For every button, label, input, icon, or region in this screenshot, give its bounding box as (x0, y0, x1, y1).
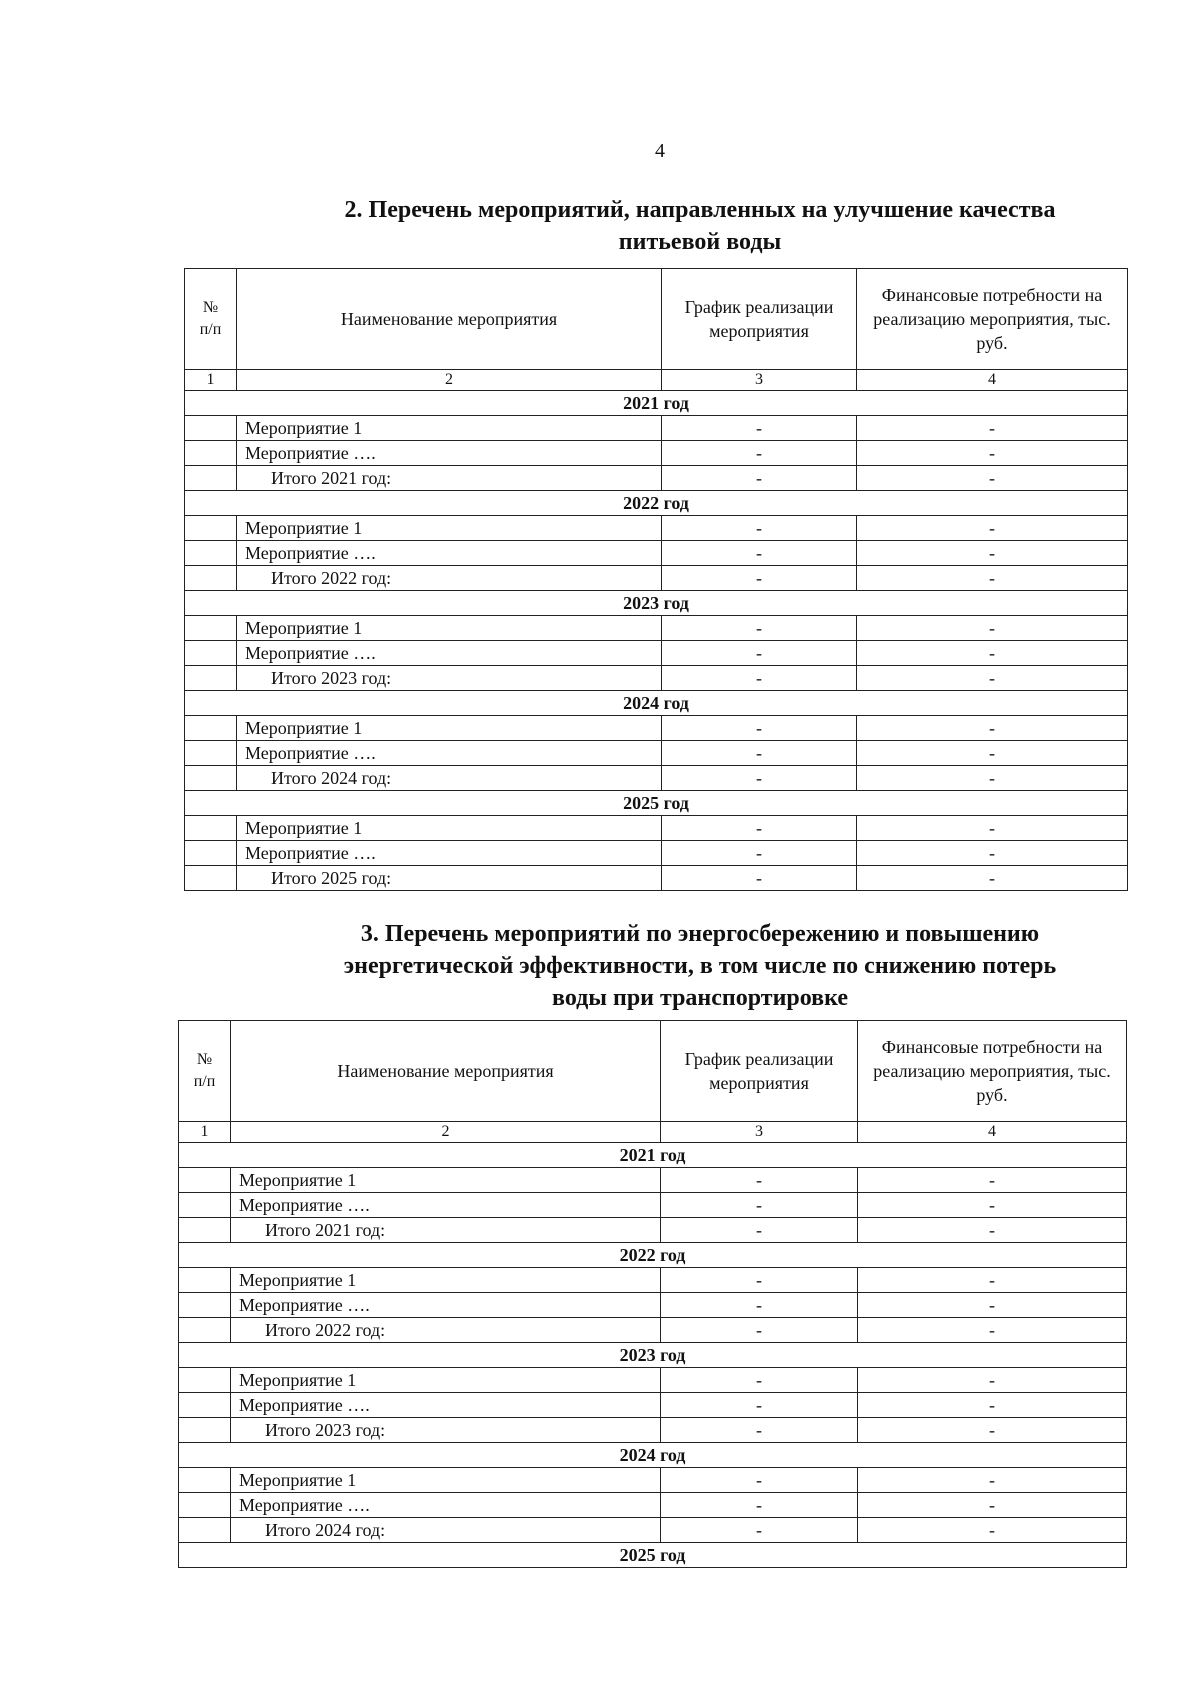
table-row (179, 1393, 1127, 1418)
water-quality-measures-table (184, 268, 1128, 891)
year-label: 2021 год (185, 391, 1128, 416)
table-row (179, 1468, 1127, 1493)
section-title-energy-saving (230, 918, 1170, 1014)
table-row (185, 441, 1128, 466)
column-number-row (185, 370, 1128, 391)
row-number-cell (179, 1418, 231, 1443)
year-label: 2022 год (185, 491, 1128, 516)
finance-cell: - (858, 1418, 1127, 1443)
schedule-cell: - (662, 766, 857, 791)
year-group-row (185, 591, 1128, 616)
measure-name: Мероприятие 1 (237, 716, 662, 741)
total-label: Итого 2021 год: (231, 1218, 661, 1243)
total-row (179, 1318, 1127, 1343)
row-number-cell (185, 816, 237, 841)
measure-name: Мероприятие …. (231, 1393, 661, 1418)
measure-name: Мероприятие …. (237, 441, 662, 466)
year-group-row (179, 1243, 1127, 1268)
measure-name: Мероприятие 1 (231, 1268, 661, 1293)
schedule-cell: - (662, 666, 857, 691)
year-label: 2023 год (185, 591, 1128, 616)
measure-name: Мероприятие 1 (237, 816, 662, 841)
row-number-cell (179, 1368, 231, 1393)
finance-cell: - (857, 716, 1128, 741)
finance-cell: - (858, 1393, 1127, 1418)
row-number-cell (179, 1193, 231, 1218)
measure-name: Мероприятие …. (231, 1193, 661, 1218)
row-number-cell (185, 541, 237, 566)
finance-cell: - (857, 416, 1128, 441)
measure-name: Мероприятие …. (231, 1293, 661, 1318)
schedule-cell: - (662, 741, 857, 766)
column-number-row (179, 1122, 1127, 1143)
schedule-cell: - (661, 1518, 858, 1543)
row-number-cell (179, 1518, 231, 1543)
total-row (185, 566, 1128, 591)
table-row (179, 1293, 1127, 1318)
total-row (179, 1218, 1127, 1243)
row-number-cell (185, 716, 237, 741)
finance-cell: - (857, 741, 1128, 766)
column-header-schedule: График реализации мероприятия (661, 1021, 858, 1122)
column-header-number: № п/п (185, 269, 237, 370)
column-number: 2 (231, 1122, 661, 1143)
column-header-finance: Финансовые потребности на реализацию мероприятия, тыс. руб. (858, 1021, 1127, 1122)
energy-saving-measures-table (178, 1020, 1127, 1568)
section-title-line: 2. Перечень мероприятий, направленных на улучшение качества (344, 197, 1056, 223)
total-label: Итого 2023 год: (237, 666, 662, 691)
column-number: 3 (661, 1122, 858, 1143)
column-number: 3 (662, 370, 857, 391)
table-row (185, 841, 1128, 866)
finance-cell: - (857, 841, 1128, 866)
finance-cell: - (857, 441, 1128, 466)
finance-cell: - (858, 1493, 1127, 1518)
finance-cell: - (858, 1193, 1127, 1218)
row-number-cell (185, 741, 237, 766)
column-number: 1 (179, 1122, 231, 1143)
schedule-cell: - (662, 716, 857, 741)
finance-cell: - (857, 541, 1128, 566)
measure-name: Мероприятие …. (231, 1493, 661, 1518)
schedule-cell: - (662, 466, 857, 491)
page-number: 4 (655, 140, 665, 162)
measure-name: Мероприятие …. (237, 541, 662, 566)
year-group-row (179, 1443, 1127, 1468)
total-label: Итого 2021 год: (237, 466, 662, 491)
finance-cell: - (857, 641, 1128, 666)
column-number: 4 (857, 370, 1128, 391)
table-row (179, 1493, 1127, 1518)
schedule-cell: - (661, 1368, 858, 1393)
measure-name: Мероприятие …. (237, 741, 662, 766)
section-title-line: 3. Перечень мероприятий по энергосбережению и повышению (360, 921, 1040, 947)
total-label: Итого 2025 год: (237, 866, 662, 891)
row-number-cell (179, 1393, 231, 1418)
measure-name: Мероприятие 1 (231, 1168, 661, 1193)
schedule-cell: - (662, 866, 857, 891)
finance-cell: - (858, 1368, 1127, 1393)
schedule-cell: - (661, 1168, 858, 1193)
row-number-cell (179, 1468, 231, 1493)
row-number-cell (185, 866, 237, 891)
year-label: 2024 год (185, 691, 1128, 716)
section-title-line: питьевой воды (618, 229, 782, 255)
finance-cell: - (858, 1468, 1127, 1493)
finance-cell: - (857, 866, 1128, 891)
section-title-line: воды при транспортировке (552, 985, 848, 1011)
finance-cell: - (857, 516, 1128, 541)
row-number-cell (179, 1318, 231, 1343)
finance-cell: - (857, 816, 1128, 841)
table-row (185, 641, 1128, 666)
year-label: 2024 год (179, 1443, 1127, 1468)
total-row (185, 466, 1128, 491)
finance-cell: - (858, 1518, 1127, 1543)
section-title-water-quality (230, 194, 1170, 258)
table-row (185, 716, 1128, 741)
finance-cell: - (858, 1318, 1127, 1343)
table-header-row (179, 1021, 1127, 1122)
year-label: 2022 год (179, 1243, 1127, 1268)
table-row (185, 616, 1128, 641)
measure-name: Мероприятие 1 (237, 616, 662, 641)
row-number-cell (179, 1218, 231, 1243)
schedule-cell: - (661, 1318, 858, 1343)
finance-cell: - (857, 566, 1128, 591)
row-number-cell (179, 1293, 231, 1318)
table-row (179, 1168, 1127, 1193)
row-number-cell (185, 666, 237, 691)
total-label: Итого 2022 год: (231, 1318, 661, 1343)
year-label: 2023 год (179, 1343, 1127, 1368)
table-header-row (185, 269, 1128, 370)
row-number-cell (185, 566, 237, 591)
table-row (185, 516, 1128, 541)
column-number: 2 (237, 370, 662, 391)
schedule-cell: - (662, 816, 857, 841)
year-group-row (185, 791, 1128, 816)
finance-cell: - (858, 1268, 1127, 1293)
year-group-row (179, 1143, 1127, 1168)
schedule-cell: - (661, 1493, 858, 1518)
finance-cell: - (858, 1293, 1127, 1318)
table-row (185, 416, 1128, 441)
finance-cell: - (857, 666, 1128, 691)
schedule-cell: - (662, 641, 857, 666)
total-label: Итого 2022 год: (237, 566, 662, 591)
measure-name: Мероприятие …. (237, 841, 662, 866)
schedule-cell: - (661, 1218, 858, 1243)
schedule-cell: - (661, 1268, 858, 1293)
year-group-row (179, 1343, 1127, 1368)
row-number-cell (185, 466, 237, 491)
total-row (179, 1518, 1127, 1543)
finance-cell: - (857, 466, 1128, 491)
year-group-row (185, 691, 1128, 716)
total-label: Итого 2024 год: (237, 766, 662, 791)
table-row (179, 1193, 1127, 1218)
total-label: Итого 2023 год: (231, 1418, 661, 1443)
schedule-cell: - (661, 1418, 858, 1443)
schedule-cell: - (661, 1193, 858, 1218)
total-row (185, 666, 1128, 691)
schedule-cell: - (662, 841, 857, 866)
total-row (179, 1418, 1127, 1443)
total-label: Итого 2024 год: (231, 1518, 661, 1543)
year-label: 2025 год (179, 1543, 1127, 1568)
row-number-cell (185, 441, 237, 466)
column-header-number: № п/п (179, 1021, 231, 1122)
column-header-name: Наименование мероприятия (237, 269, 662, 370)
column-header-finance: Финансовые потребности на реализацию мероприятия, тыс. руб. (857, 269, 1128, 370)
measure-name: Мероприятие …. (237, 641, 662, 666)
year-group-row (185, 391, 1128, 416)
year-group-row (179, 1543, 1127, 1568)
row-number-cell (185, 516, 237, 541)
finance-cell: - (857, 616, 1128, 641)
schedule-cell: - (662, 541, 857, 566)
schedule-cell: - (662, 441, 857, 466)
finance-cell: - (858, 1168, 1127, 1193)
row-number-cell (179, 1493, 231, 1518)
section-title-line: энергетической эффективности, в том числе по снижению потерь (343, 953, 1057, 979)
schedule-cell: - (661, 1393, 858, 1418)
total-row (185, 866, 1128, 891)
row-number-cell (185, 416, 237, 441)
measure-name: Мероприятие 1 (231, 1368, 661, 1393)
table-row (185, 741, 1128, 766)
table-row (185, 816, 1128, 841)
column-number: 4 (858, 1122, 1127, 1143)
row-number-cell (185, 766, 237, 791)
year-label: 2025 год (185, 791, 1128, 816)
column-number: 1 (185, 370, 237, 391)
schedule-cell: - (661, 1293, 858, 1318)
measure-name: Мероприятие 1 (237, 416, 662, 441)
schedule-cell: - (662, 566, 857, 591)
measure-name: Мероприятие 1 (237, 516, 662, 541)
year-group-row (185, 491, 1128, 516)
year-label: 2021 год (179, 1143, 1127, 1168)
row-number-cell (185, 616, 237, 641)
finance-cell: - (857, 766, 1128, 791)
measure-name: Мероприятие 1 (231, 1468, 661, 1493)
table-row (179, 1368, 1127, 1393)
column-header-name: Наименование мероприятия (231, 1021, 661, 1122)
row-number-cell (185, 841, 237, 866)
table-row (179, 1268, 1127, 1293)
row-number-cell (185, 641, 237, 666)
finance-cell: - (858, 1218, 1127, 1243)
total-row (185, 766, 1128, 791)
table-row (185, 541, 1128, 566)
schedule-cell: - (662, 616, 857, 641)
row-number-cell (179, 1268, 231, 1293)
schedule-cell: - (661, 1468, 858, 1493)
column-header-schedule: График реализации мероприятия (662, 269, 857, 370)
schedule-cell: - (662, 516, 857, 541)
schedule-cell: - (662, 416, 857, 441)
row-number-cell (179, 1168, 231, 1193)
